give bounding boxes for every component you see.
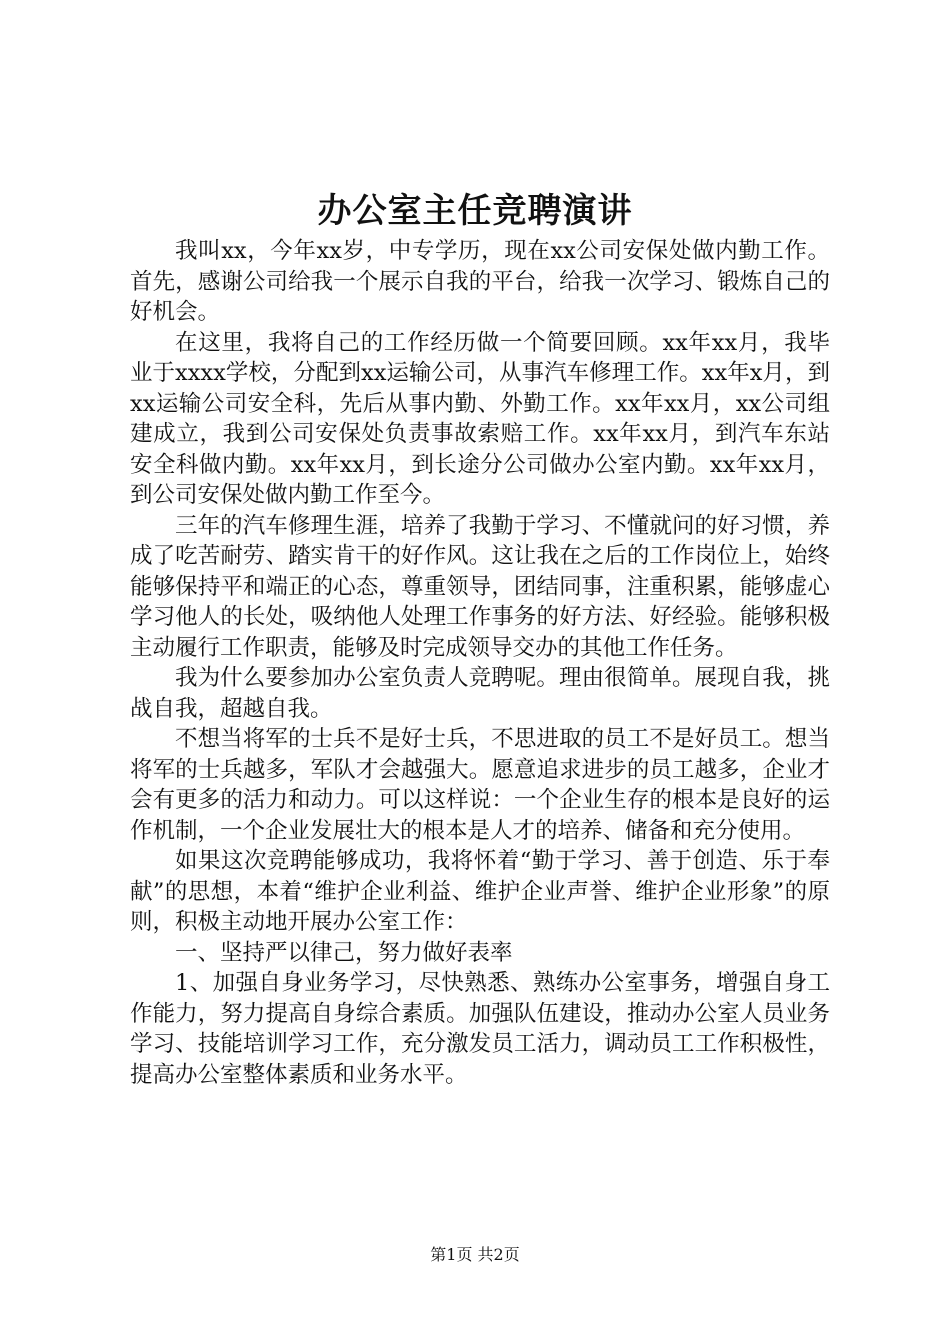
page-footer: 第1页 共2页	[430, 1245, 520, 1264]
paragraph-why-compete: 我为什么要参加办公室负责人竞聘呢。理由很简单。展现自我，挑战自我，超越自我。	[130, 665, 830, 722]
paragraph-heading-one: 一、坚持严以律己，努力做好表率	[175, 939, 513, 966]
paragraph-if-success: 如果这次竞聘能够成功，我将怀着“勤于学习、善于创造、乐于奉献”的思想，本着“维护企业利益、维护企业声誉、维护企业形象”的原则，积极主动地开展办公室工作：	[130, 848, 830, 935]
paragraph-work-history: 在这里，我将自己的工作经历做一个简要回顾。xx年xx月，我毕业于xxxx学校，分配到xx运输公司，从事汽车修理工作。xx年x月，到xx运输公司安全科，先后从事内勤、外勤工作。xx年xx月，xx公司组建成立，我到公司安保处负责事故索赔工作。xx年xx月，到汽车东站安全科做内勤。xx年xx月，到长途分公司做办公室内勤。xx年xx月，到公司安保处做内勤工作至今。	[130, 329, 830, 508]
document-body	[130, 236, 830, 1090]
paragraph-soldier: 不想当将军的士兵不是好士兵，不思进取的员工不是好员工。想当将军的士兵越多，军队才会越强大。愿意追求进步的员工越多，企业才会有更多的活力和动力。可以这样说：一个企业生存的根本是良好的运作机制，一个企业发展壮大的根本是人才的培养、储备和充分使用。	[130, 726, 830, 844]
paragraph-repair-career: 三年的汽车修理生涯，培养了我勤于学习、不懂就问的好习惯，养成了吃苦耐劳、踏实肯干的好作风。这让我在之后的工作岗位上，始终能够保持平和端正的心态，尊重领导，团结同事，注重积累，能够虚心学习他人的长处，吸纳他人处理工作事务的好方法、好经验。能够积极主动履行工作职责，能够及时完成领导交办的其他工作任务。	[130, 512, 830, 661]
paragraph-intro: 我叫xx，今年xx岁，中专学历，现在xx公司安保处做内勤工作。首先，感谢公司给我一个展示自我的平台，给我一次学习、锻炼自己的好机会。	[130, 238, 830, 325]
paragraph-item-one: 1、加强自身业务学习，尽快熟悉、熟练办公室事务，增强自身工作能力，努力提高自身综合素质。加强队伍建设，推动办公室人员业务学习、技能培训学习工作，充分激发员工活力，调动员工工作积极性，提高办公室整体素质和业务水平。	[130, 970, 830, 1088]
document-title: 办公室主任竞聘演讲	[317, 191, 633, 231]
